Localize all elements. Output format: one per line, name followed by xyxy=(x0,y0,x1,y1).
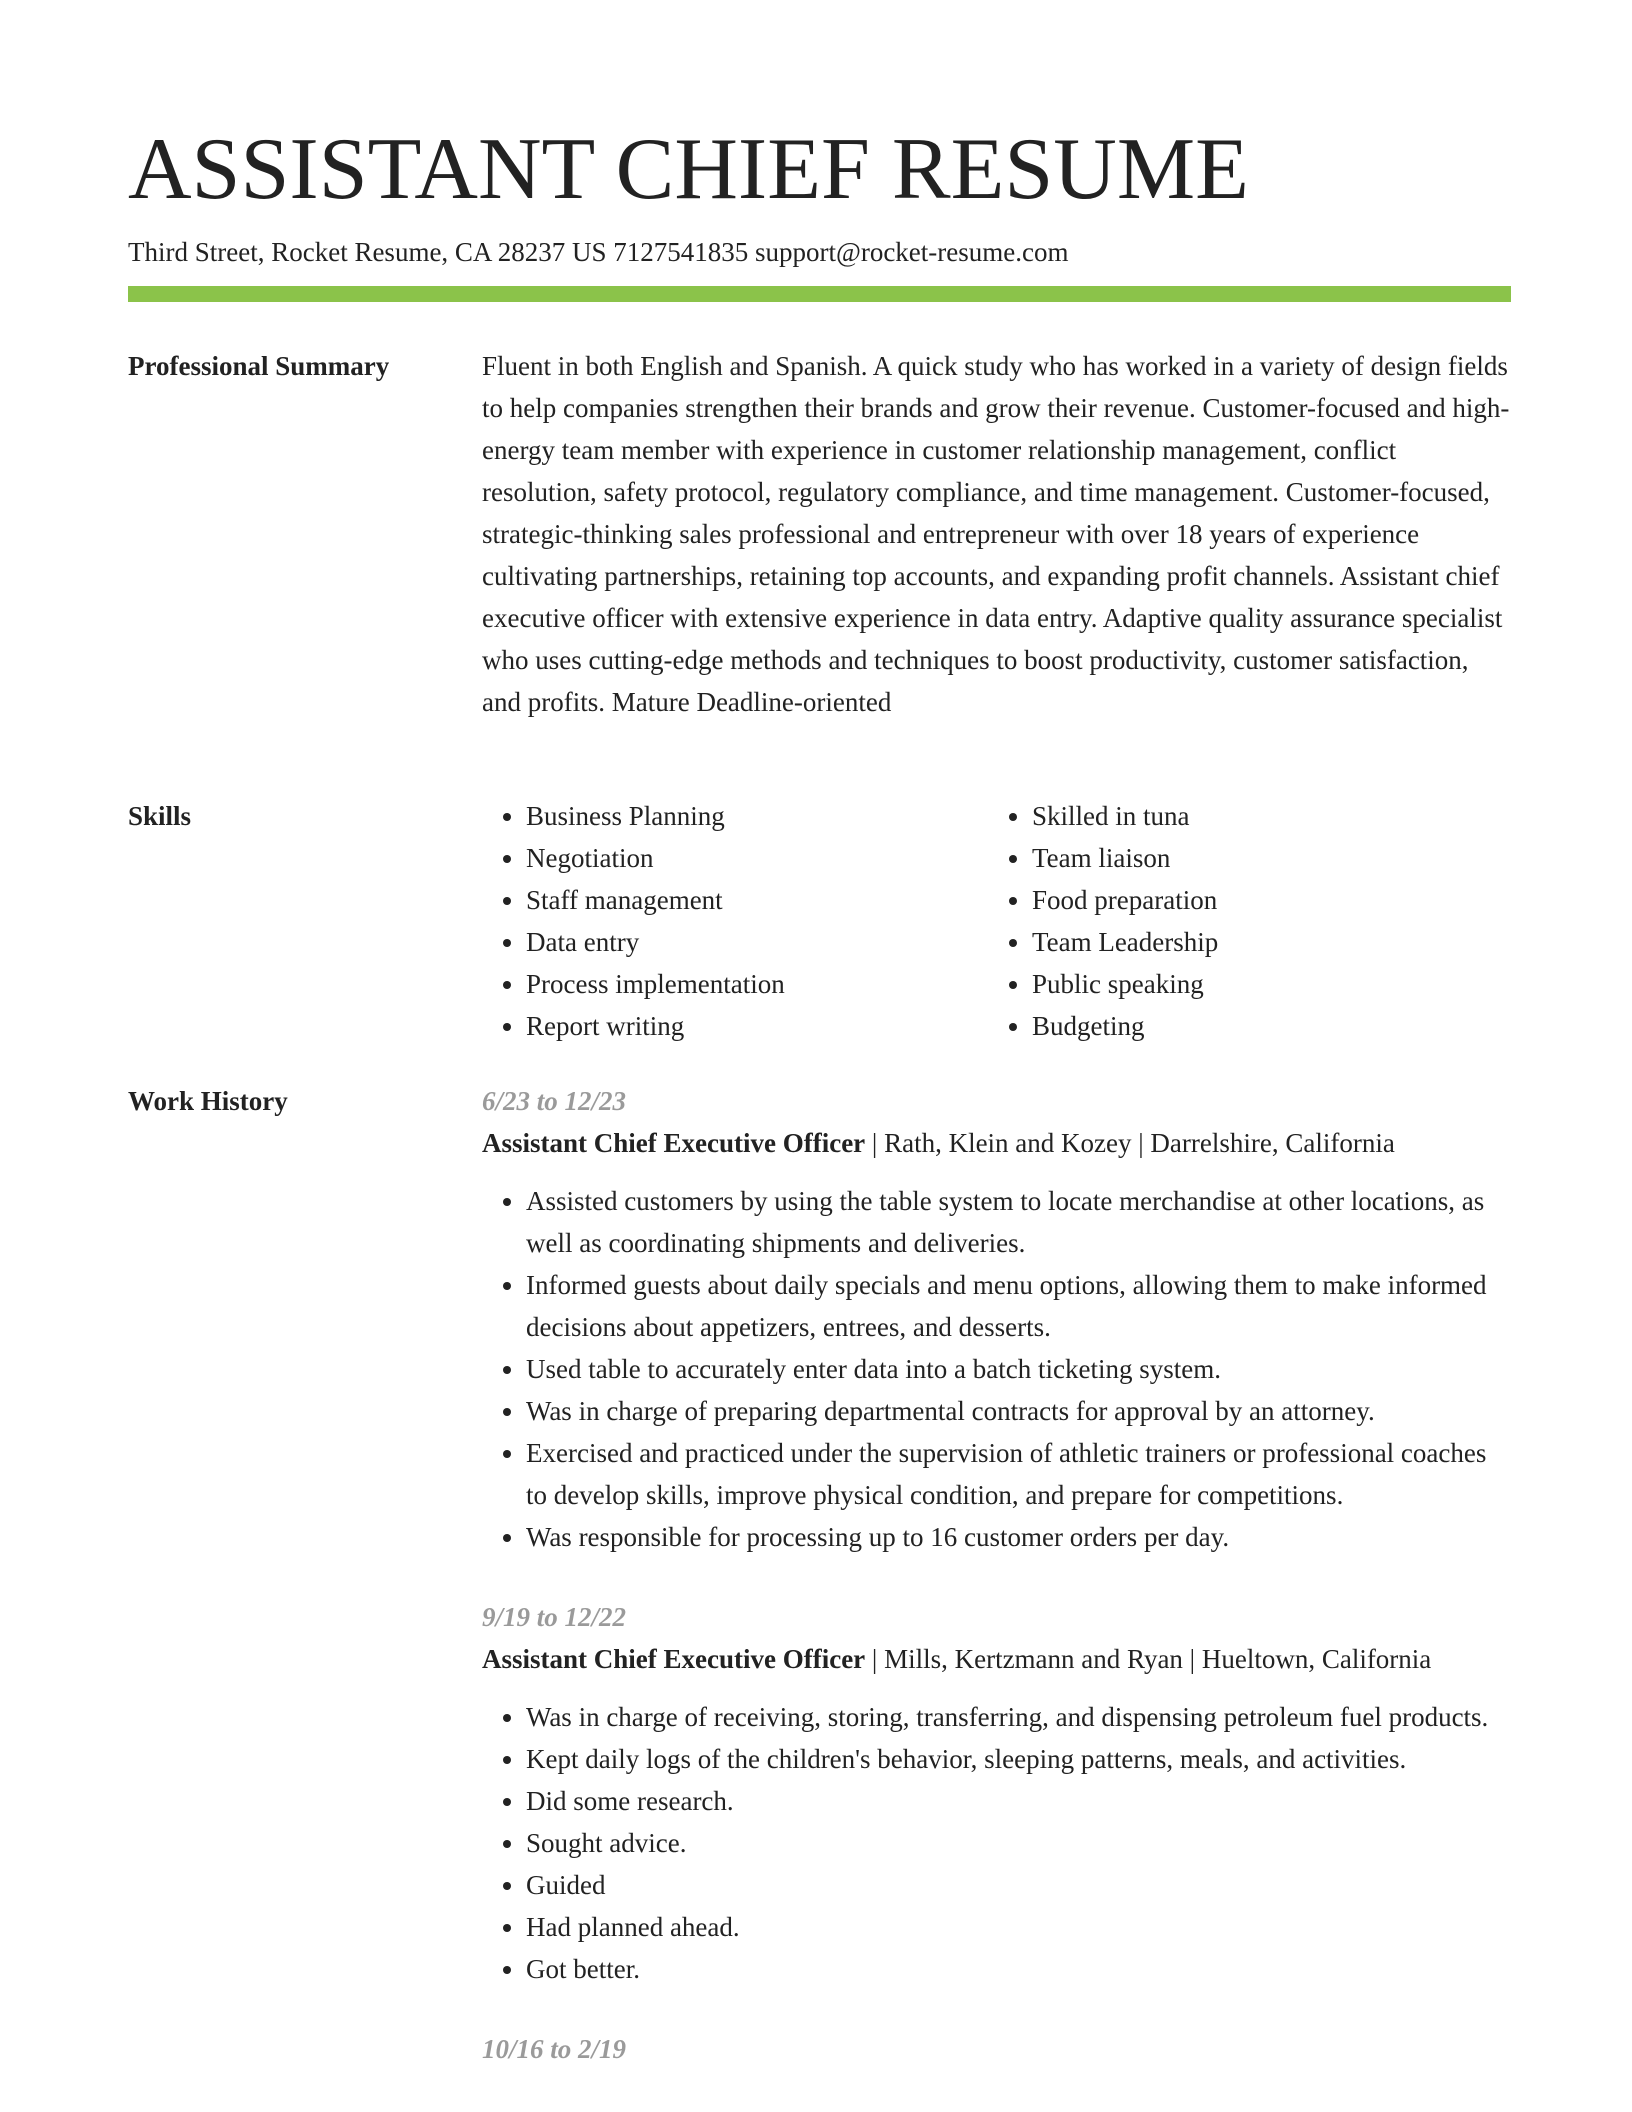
skills-label: Skills xyxy=(128,801,192,831)
skill-item: • Process implementation xyxy=(526,963,988,1005)
skill-item: • Report writing xyxy=(526,1005,988,1047)
resume-header xyxy=(128,118,1510,270)
work-history-label: Work History xyxy=(128,1086,288,1116)
job-company-location: | Rath, Klein and Kozey | Darrelshire, California xyxy=(865,1128,1395,1158)
skill-item: • Skilled in tuna xyxy=(1032,795,1494,837)
job-bullet: • Was responsible for processing up to 16 customer orders per day. xyxy=(526,1516,1512,1558)
summary-label: Professional Summary xyxy=(128,351,390,381)
skill-item: • Team liaison xyxy=(1032,837,1494,879)
work-history-content xyxy=(482,1080,1512,2108)
accent-divider xyxy=(128,286,1511,302)
summary-content xyxy=(482,345,1512,723)
resume-title: ASSISTANT CHIEF RESUME xyxy=(128,121,1249,218)
skills-column-right xyxy=(988,795,1494,1047)
job-bullets xyxy=(482,1696,1512,1990)
job-company-location: | Mills, Kertzmann and Ryan | Hueltown, California xyxy=(865,1644,1432,1674)
job-bullets xyxy=(482,1180,1512,1558)
job-bullet: • Had planned ahead. xyxy=(526,1906,1512,1948)
job-bullet: • Was in charge of preparing departmental contracts for approval by an attorney. xyxy=(526,1390,1512,1432)
job-entry xyxy=(482,2028,1512,2070)
job-bullet: • Was in charge of receiving, storing, transferring, and dispensing petroleum fuel products. xyxy=(526,1696,1512,1738)
skill-item: • Staff management xyxy=(526,879,988,921)
job-bullet: • Got better. xyxy=(526,1948,1512,1990)
job-heading xyxy=(482,1638,1512,1680)
job-bullet: • Guided xyxy=(526,1864,1512,1906)
job-entry xyxy=(482,1596,1512,1990)
job-entry xyxy=(482,1080,1512,1558)
job-bullet: • Assisted customers by using the table system to locate merchandise at other locations, as well as coordinating shipments and deliveries. xyxy=(526,1180,1512,1264)
job-bullet: • Did some research. xyxy=(526,1780,1512,1822)
job-bullet: • Kept daily logs of the children's behavior, sleeping patterns, meals, and activities. xyxy=(526,1738,1512,1780)
skill-item: • Business Planning xyxy=(526,795,988,837)
contact-line: Third Street, Rocket Resume, CA 28237 US 7127541835 support@rocket-resume.com xyxy=(128,237,1069,267)
skills-column-left xyxy=(482,795,988,1047)
skill-item: • Team Leadership xyxy=(1032,921,1494,963)
skill-item: • Data entry xyxy=(526,921,988,963)
job-title: Assistant Chief Executive Officer xyxy=(482,1128,866,1158)
skill-item: • Food preparation xyxy=(1032,879,1494,921)
job-bullet: • Exercised and practiced under the supervision of athletic trainers or professional coaches to develop skills, improve physical condition, and prepare for competitions. xyxy=(526,1432,1512,1516)
skills-grid xyxy=(482,795,1512,1047)
skill-item: • Negotiation xyxy=(526,837,988,879)
job-title: Assistant Chief Executive Officer xyxy=(482,1644,866,1674)
summary-text: Fluent in both English and Spanish. A quick study who has worked in a variety of design fields to help companies strengthen their brands and grow their revenue. Customer-focused and high-energy team member with experience in customer relationship management, conflict resolution, safety protocol, regulatory compliance, and time management. Customer-focused, strategic-thinking sales professional and entrepreneur with over 18 years of experience cultivating partnerships, retaining top accounts, and expanding profit channels. Assistant chief executive officer with extensive experience in data entry. Adaptive quality assurance specialist who uses cutting-edge methods and techniques to boost productivity, customer satisfaction, and profits. Mature Deadline-oriented xyxy=(482,351,1510,717)
job-bullet: • Sought advice. xyxy=(526,1822,1512,1864)
skill-item: • Budgeting xyxy=(1032,1005,1494,1047)
job-bullet: • Informed guests about daily specials and menu options, allowing them to make informed decisions about appetizers, entrees, and desserts. xyxy=(526,1264,1512,1348)
job-dates: 9/19 to 12/22 xyxy=(482,1602,627,1632)
job-heading xyxy=(482,1122,1512,1164)
job-dates: 10/16 to 2/19 xyxy=(482,2034,627,2064)
job-bullet: • Used table to accurately enter data into a batch ticketing system. xyxy=(526,1348,1512,1390)
skills-content xyxy=(482,795,1512,1047)
job-dates: 6/23 to 12/23 xyxy=(482,1086,627,1116)
skill-item: • Public speaking xyxy=(1032,963,1494,1005)
